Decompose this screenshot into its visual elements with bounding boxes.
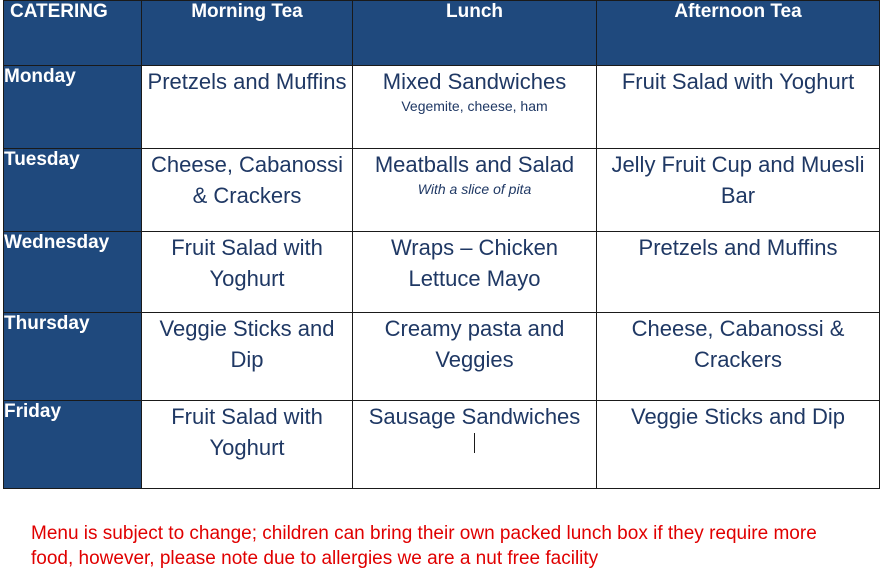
menu-notice: Menu is subject to change; children can bring their own packed lunch box if they require more food, however, please note due to allergies we are a nut free facility — [31, 523, 817, 569]
afternoon-tea-cell: Cheese, Cabanossi & Crackers — [597, 313, 880, 401]
lunch-cell — [353, 149, 597, 232]
table-row — [4, 149, 880, 232]
afternoon-tea-cell: Pretzels and Muffins — [597, 232, 880, 313]
table-row — [4, 401, 880, 489]
lunch-cell: Wraps – Chicken Lettuce Mayo — [353, 232, 597, 313]
day-label: Tuesday — [4, 149, 142, 232]
day-label: Wednesday — [4, 232, 142, 313]
text-cursor — [474, 433, 475, 453]
header-row — [4, 1, 880, 66]
lunch-item: Meatballs and Salad — [374, 152, 575, 177]
lunch-cell: Creamy pasta and Veggies — [353, 313, 597, 401]
lunch-cell — [353, 401, 597, 489]
morning-tea-cell: Fruit Salad with Yoghurt — [142, 401, 353, 489]
lunch-item: Sausage Sandwiches — [368, 404, 581, 429]
morning-tea-cell: Veggie Sticks and Dip — [142, 313, 353, 401]
morning-tea-cell: Fruit Salad with Yoghurt — [142, 232, 353, 313]
table-row — [4, 66, 880, 149]
header-afternoon-tea: Afternoon Tea — [597, 1, 880, 66]
header-lunch: Lunch — [353, 1, 597, 66]
lunch-cell — [353, 66, 597, 149]
afternoon-tea-cell: Veggie Sticks and Dip — [597, 401, 880, 489]
lunch-item: Mixed Sandwiches — [382, 69, 567, 94]
day-label: Thursday — [4, 313, 142, 401]
header-morning-tea: Morning Tea — [142, 1, 353, 66]
morning-tea-cell: Pretzels and Muffins — [142, 66, 353, 149]
table-row — [4, 313, 880, 401]
afternoon-tea-cell: Fruit Salad with Yoghurt — [597, 66, 880, 149]
lunch-note: With a slice of pita — [417, 181, 532, 197]
table-row — [4, 232, 880, 313]
day-label: Monday — [4, 66, 142, 149]
morning-tea-cell: Cheese, Cabanossi & Crackers — [142, 149, 353, 232]
day-label: Friday — [4, 401, 142, 489]
catering-menu-table — [3, 0, 880, 489]
lunch-note: Vegemite, cheese, ham — [401, 98, 548, 114]
afternoon-tea-cell: Jelly Fruit Cup and Muesli Bar — [597, 149, 880, 232]
header-catering: CATERING — [4, 1, 142, 66]
